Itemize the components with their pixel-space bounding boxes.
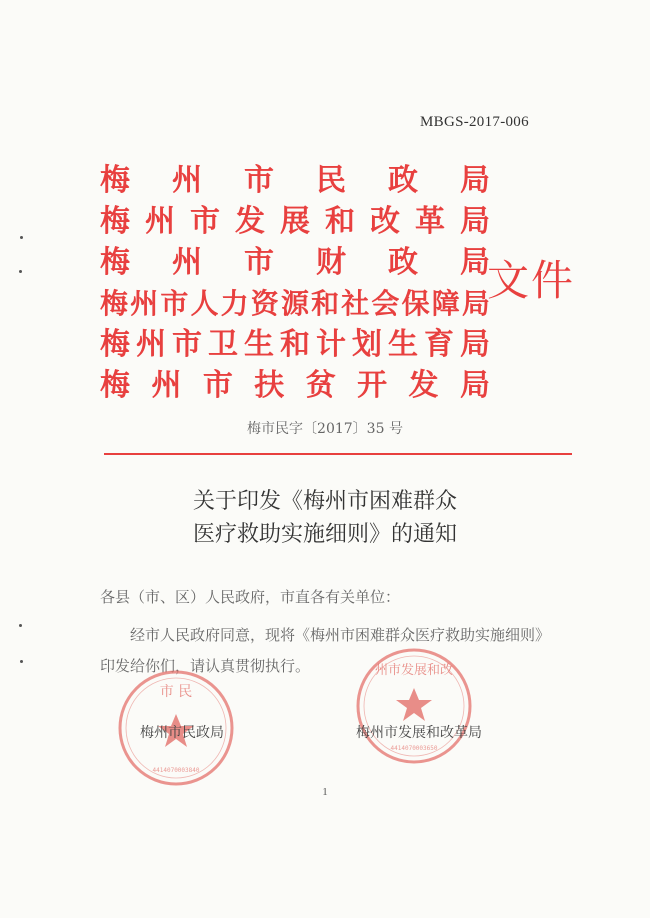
issuer-char: 障	[431, 287, 460, 320]
title-line-2: 医疗救助实施细则》的通知	[192, 522, 457, 547]
issuer-block	[100, 160, 490, 406]
seal-right-stamp	[354, 646, 474, 766]
issuer-char: 计	[316, 327, 346, 362]
issuer-char: 改	[370, 204, 400, 239]
scan-speck	[19, 624, 22, 627]
red-divider	[104, 453, 572, 455]
issuer-char: 发	[408, 368, 439, 403]
issuer-char: 力	[220, 287, 249, 320]
issuer-line	[100, 324, 490, 365]
scan-speck	[20, 660, 23, 663]
issuer-char: 保	[401, 287, 430, 320]
issuer-char: 梅	[100, 245, 130, 280]
issuer-char: 资	[250, 287, 279, 320]
document-code: MBGS-2017-006	[420, 114, 529, 130]
issuer-char: 市	[160, 287, 189, 320]
issuer-char: 局	[459, 368, 490, 403]
issuer-char: 局	[460, 327, 490, 362]
body-paragraph: 经市人民政府同意，现将《梅州市困难群众医疗救助实施细则》印发给你们，请认真贯彻执行。	[100, 626, 543, 675]
issuer-char: 州	[136, 327, 166, 362]
issuer-char: 开	[357, 368, 388, 403]
title-line-1: 关于印发《梅州市困难群众	[192, 489, 457, 514]
issuer-char: 发	[235, 204, 265, 239]
issuer-char: 梅	[100, 287, 129, 320]
issuer-line	[100, 242, 490, 283]
svg-text:4414070003840: 4414070003840	[152, 767, 200, 774]
issuer-char: 和	[280, 327, 310, 362]
issuer-char: 扶	[254, 368, 285, 403]
issuer-char: 生	[244, 327, 274, 362]
issuer-char: 会	[371, 287, 400, 320]
issuer-char: 民	[316, 163, 346, 198]
issuer-char: 州	[172, 163, 202, 198]
issuer-char: 局	[461, 287, 490, 320]
issuer-char: 政	[388, 163, 418, 198]
issuer-char: 州	[145, 204, 175, 239]
issuer-line	[100, 283, 490, 324]
issuer-line	[100, 160, 490, 201]
issuer-char: 市	[244, 163, 274, 198]
issuer-char: 和	[311, 287, 340, 320]
signature-right: 梅州市发展和改革局	[356, 725, 482, 741]
greeting-line: 各县（市、区）人民政府，市直各有关单位：	[100, 588, 401, 606]
issuer-char: 梅	[100, 204, 130, 239]
issuer-char: 贫	[305, 368, 336, 403]
issuer-char: 市	[202, 368, 233, 403]
issuer-char: 划	[352, 327, 382, 362]
issuer-char: 社	[341, 287, 370, 320]
issuer-char: 卫	[208, 327, 238, 362]
issuer-char: 人	[190, 287, 219, 320]
issuer-char: 革	[415, 204, 445, 239]
issuer-char: 梅	[100, 327, 130, 362]
issuer-char: 财	[316, 245, 346, 280]
issuer-char: 源	[280, 287, 309, 320]
file-word: 文件	[487, 256, 576, 305]
issuer-char: 市	[244, 245, 274, 280]
document-title	[0, 485, 650, 551]
issuer-char: 生	[388, 327, 418, 362]
issuer-char: 局	[460, 245, 490, 280]
scan-speck	[20, 236, 23, 239]
svg-text:州市发展和改: 州市发展和改	[374, 663, 454, 678]
issuer-char: 市	[190, 204, 220, 239]
svg-text:4414070003650: 4414070003650	[390, 745, 438, 752]
issuer-char: 局	[460, 204, 490, 239]
signature-left: 梅州市民政局	[140, 725, 224, 741]
page-number: 1	[322, 786, 328, 798]
issuer-char: 和	[325, 204, 355, 239]
issuer-char: 市	[172, 327, 202, 362]
issuer-char: 政	[388, 245, 418, 280]
issuer-char: 州	[172, 245, 202, 280]
issuer-char: 州	[130, 287, 159, 320]
issuer-char: 局	[460, 163, 490, 198]
document-number: 梅市民字〔2017〕35 号	[247, 421, 403, 437]
issuer-char: 梅	[100, 368, 130, 403]
issuer-char: 展	[280, 204, 310, 239]
issuer-line	[100, 365, 490, 406]
issuer-line	[100, 201, 490, 242]
scan-speck	[19, 270, 22, 273]
issuer-char: 州	[151, 368, 182, 403]
issuer-char: 梅	[100, 163, 130, 198]
svg-text:市 民: 市 民	[159, 684, 193, 700]
issuer-char: 育	[424, 327, 454, 362]
